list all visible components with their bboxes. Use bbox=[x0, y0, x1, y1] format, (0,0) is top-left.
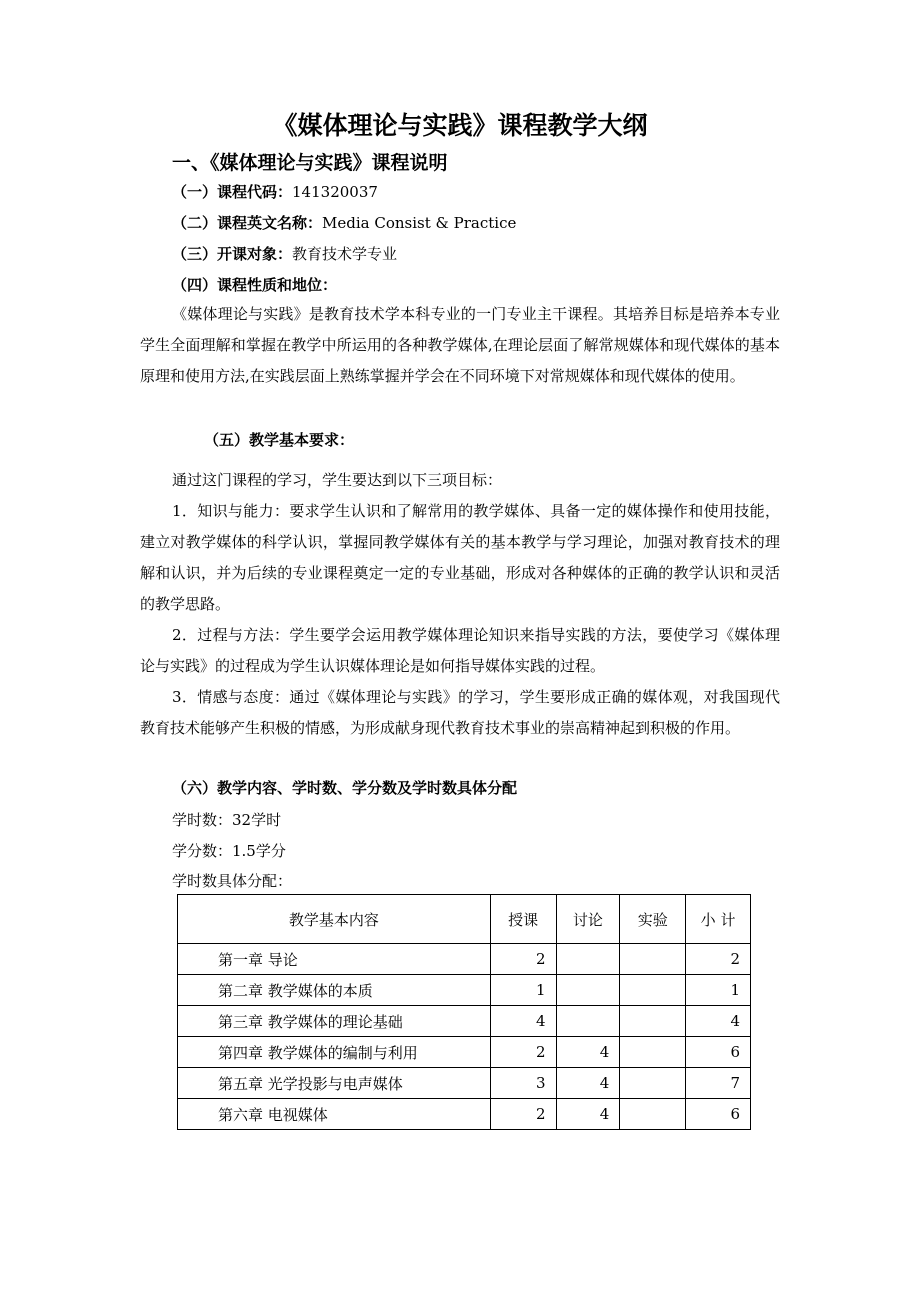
table-row bbox=[178, 975, 751, 1006]
discussion-cell: 4 bbox=[556, 1068, 620, 1099]
requirements-intro: 通过这门课程的学习，学生要达到以下三项目标： bbox=[172, 471, 503, 489]
chapter-cell: 第五章 光学投影与电声媒体 bbox=[178, 1068, 491, 1099]
goal-1: 1．知识与能力：要求学生认识和了解常用的教学媒体、具备一定的媒体操作和使用技能，建立对教学媒体的科学认识，掌握同教学媒体有关的基本教学与学习理论，加强对教育技术的理解和认识，并为后续的专业课程奠定一定的专业基础，形成对各种媒体的正确的教学认识和灵活的教学思路。 bbox=[140, 502, 780, 613]
chapter-cell: 第六章 电视媒体 bbox=[178, 1099, 491, 1130]
goal-2: 2．过程与方法：学生要学会运用教学媒体理论知识来指导实践的方法，要使学习《媒体理论与实践》的过程成为学生认识媒体理论是如何指导媒体实践的过程。 bbox=[140, 626, 780, 675]
section-heading: 一、《媒体理论与实践》课程说明 bbox=[172, 152, 448, 174]
subtotal-cell: 6 bbox=[686, 1099, 751, 1130]
subtotal-cell: 6 bbox=[686, 1037, 751, 1068]
credits: 学分数：1.5学分 bbox=[172, 842, 286, 860]
nature-paragraph: 《媒体理论与实践》是教育技术学本科专业的一门专业主干课程。其培养目标是培养本专业学生全面理解和掌握在教学中所运用的各种教学媒体,在理论层面了解常规媒体和现代媒体的基本原理和使用方法,在实践层面上熟练掌握并学会在不同环境下对常规媒体和现代媒体的使用。 bbox=[140, 305, 780, 385]
lecture-cell: 3 bbox=[490, 1068, 556, 1099]
audience-value: 教育技术学专业 bbox=[292, 245, 398, 263]
english-name-label: （二）课程英文名称： bbox=[172, 214, 323, 232]
table-header-row bbox=[178, 895, 751, 944]
experiment-cell bbox=[620, 1037, 686, 1068]
experiment-cell bbox=[620, 1068, 686, 1099]
table-row bbox=[178, 944, 751, 975]
requirements-heading: （五）教学基本要求： bbox=[204, 431, 355, 449]
english-name bbox=[172, 211, 516, 235]
chapter-cell: 第一章 导论 bbox=[178, 944, 491, 975]
nature-heading bbox=[172, 273, 337, 297]
discussion-cell bbox=[556, 975, 620, 1006]
chapter-cell: 第二章 教学媒体的本质 bbox=[178, 975, 491, 1006]
lecture-cell: 2 bbox=[490, 1099, 556, 1130]
subtotal-cell: 7 bbox=[686, 1068, 751, 1099]
experiment-cell bbox=[620, 1006, 686, 1037]
discussion-cell: 4 bbox=[556, 1099, 620, 1130]
header-experiment: 实验 bbox=[620, 895, 686, 944]
header-lecture: 授课 bbox=[490, 895, 556, 944]
lecture-cell: 2 bbox=[490, 1037, 556, 1068]
chapter-cell: 第四章 教学媒体的编制与利用 bbox=[178, 1037, 491, 1068]
goal-3: 3．情感与态度：通过《媒体理论与实践》的学习，学生要形成正确的媒体观，对我国现代教育技术能够产生积极的情感，为形成献身现代教育技术事业的崇高精神起到积极的作用。 bbox=[140, 688, 780, 737]
table-row bbox=[178, 1099, 751, 1130]
english-name-value: Media Consist & Practice bbox=[322, 214, 517, 232]
header-subtotal: 小 计 bbox=[686, 895, 751, 944]
lecture-cell: 1 bbox=[490, 975, 556, 1006]
audience-label: （三）开课对象： bbox=[172, 245, 293, 263]
subtotal-cell: 1 bbox=[686, 975, 751, 1006]
nature-label: （四）课程性质和地位： bbox=[172, 276, 338, 294]
course-code-label: （一）课程代码： bbox=[172, 183, 293, 201]
lecture-cell: 2 bbox=[490, 944, 556, 975]
header-discussion: 讨论 bbox=[556, 895, 620, 944]
header-content: 教学基本内容 bbox=[178, 895, 491, 944]
table-row bbox=[178, 1068, 751, 1099]
discussion-cell bbox=[556, 1006, 620, 1037]
discussion-cell bbox=[556, 944, 620, 975]
lecture-cell: 4 bbox=[490, 1006, 556, 1037]
experiment-cell bbox=[620, 975, 686, 1006]
experiment-cell bbox=[620, 944, 686, 975]
course-code-value: 141320037 bbox=[292, 183, 378, 201]
course-code bbox=[172, 180, 378, 204]
hours-distribution-table bbox=[177, 894, 751, 1130]
table-row bbox=[178, 1006, 751, 1037]
experiment-cell bbox=[620, 1099, 686, 1130]
subtotal-cell: 2 bbox=[686, 944, 751, 975]
chapter-cell: 第三章 教学媒体的理论基础 bbox=[178, 1006, 491, 1037]
discussion-cell: 4 bbox=[556, 1037, 620, 1068]
distribution-label: 学时数具体分配： bbox=[172, 872, 293, 890]
audience bbox=[172, 242, 397, 266]
hours: 学时数：32学时 bbox=[172, 811, 282, 829]
content-heading: （六）教学内容、学时数、学分数及学时数具体分配 bbox=[172, 779, 518, 797]
page-title: 《媒体理论与实践》课程教学大纲 bbox=[272, 111, 648, 140]
table-row bbox=[178, 1037, 751, 1068]
subtotal-cell: 4 bbox=[686, 1006, 751, 1037]
